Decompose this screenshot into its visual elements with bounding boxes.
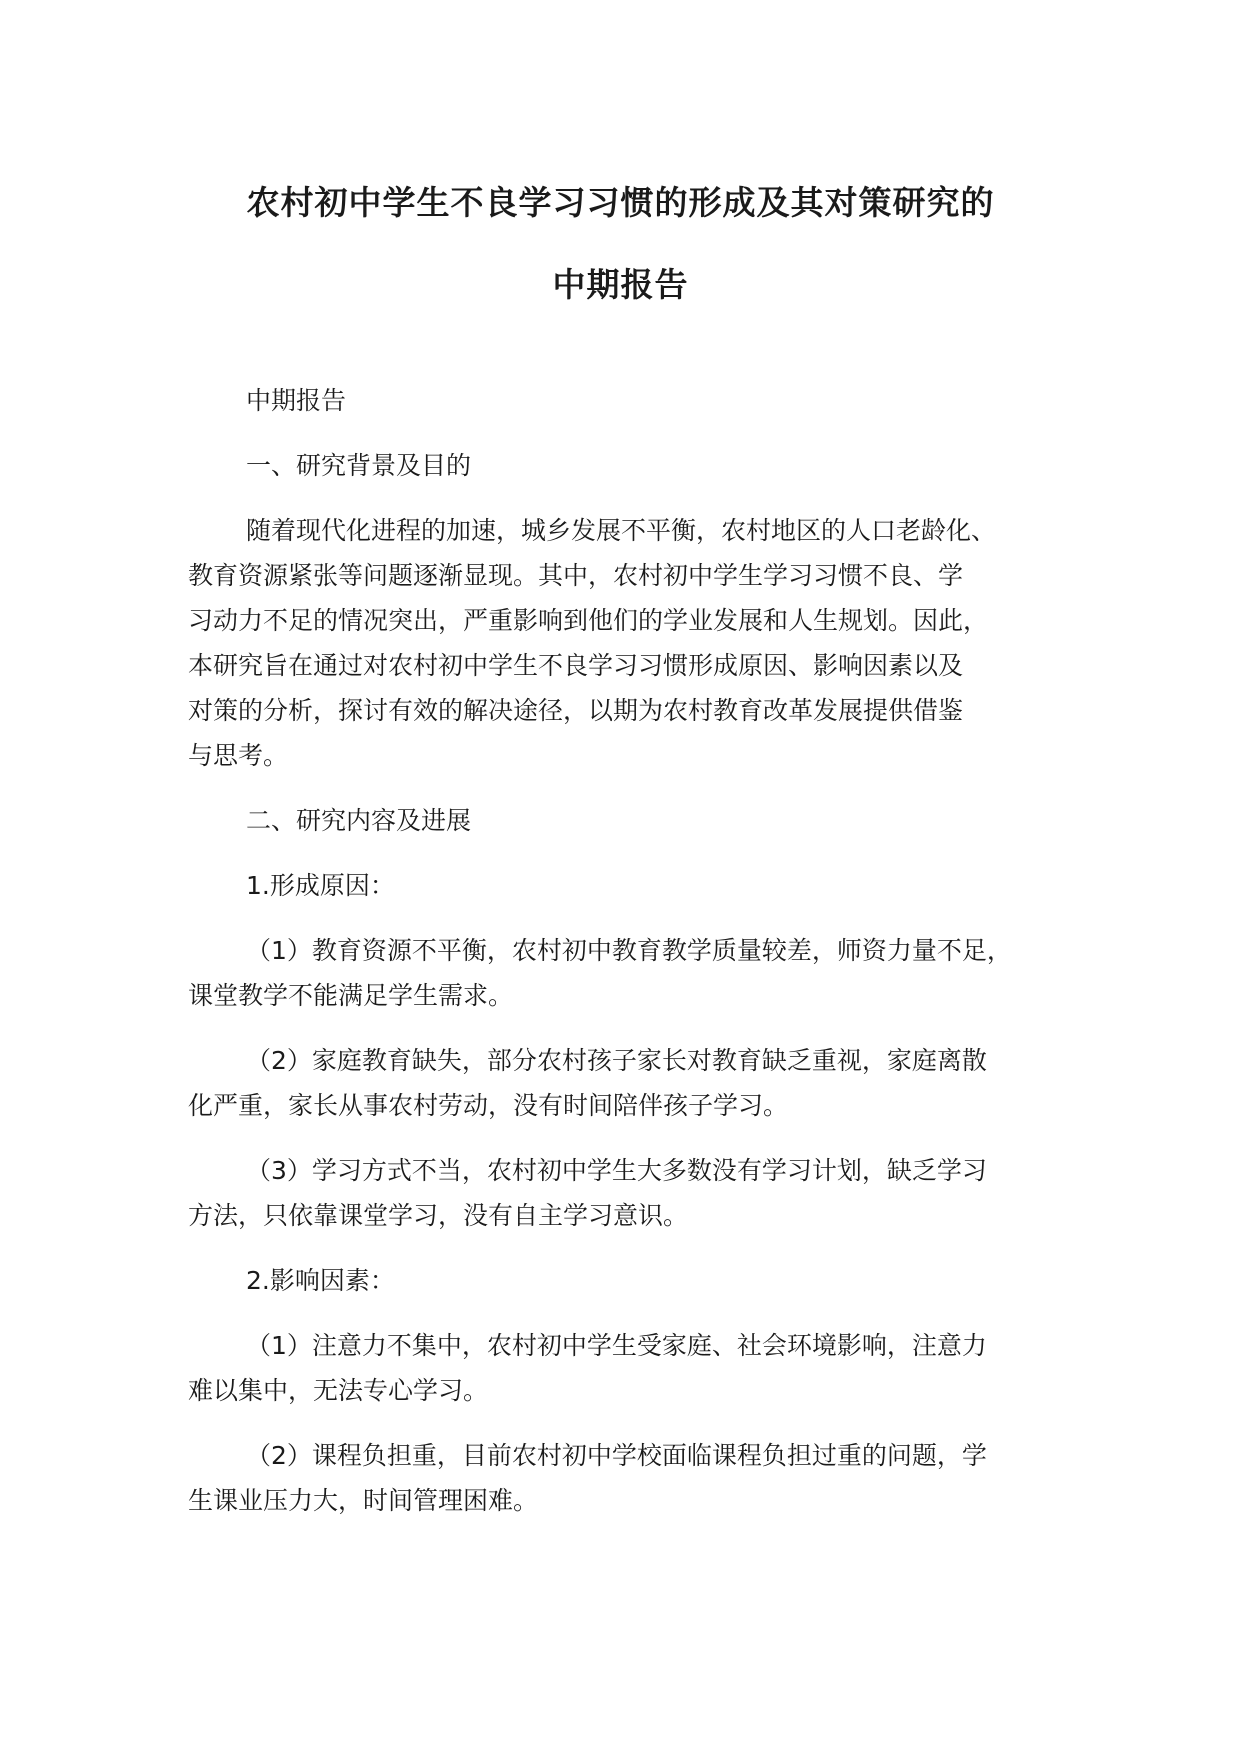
document-title-line-2: 中期报告	[552, 265, 689, 304]
text-line: 习动力不足的情况突出，严重影响到他们的学业发展和人生规划。因此，	[188, 606, 989, 635]
cause-item-3	[188, 1148, 1088, 1238]
text-line: 难以集中，无法专心学习。	[188, 1376, 489, 1405]
subheading-factors	[188, 1258, 1088, 1303]
text-line: （1）教育资源不平衡，农村初中教育教学质量较差，师资力量不足，	[246, 936, 1012, 965]
cause-item-2	[188, 1038, 1088, 1128]
text-line: 一、研究背景及目的	[246, 451, 472, 480]
text-line: （2）课程负担重，目前农村初中学校面临课程负担过重的问题，学	[246, 1441, 987, 1470]
cause-item-1	[188, 928, 1088, 1018]
text-line: 课堂教学不能满足学生需求。	[188, 981, 514, 1010]
factor-item-2	[188, 1433, 1088, 1523]
text-line: （1）注意力不集中，农村初中学生受家庭、社会环境影响，注意力	[246, 1331, 987, 1360]
factor-item-1	[188, 1323, 1088, 1413]
text-line: 本研究旨在通过对农村初中学生不良学习习惯形成原因、影响因素以及	[188, 651, 964, 680]
text-line: 与思考。	[188, 741, 289, 770]
document-title-line-1: 农村初中学生不良学习习惯的形成及其对策研究的	[246, 183, 995, 222]
text-line: 方法，只依靠课堂学习，没有自主学习意识。	[188, 1201, 689, 1230]
text-line: 教育资源紧张等问题逐渐显现。其中，农村初中学生学习习惯不良、学	[188, 561, 964, 590]
paragraph-background	[188, 508, 1088, 778]
section-heading-2	[188, 798, 1088, 843]
text-line: 生课业压力大，时间管理困难。	[188, 1486, 539, 1515]
text-line: 1.形成原因：	[246, 871, 395, 900]
text-line: 对策的分析，探讨有效的解决途径，以期为农村教育改革发展提供借鉴	[188, 696, 964, 725]
section-heading-1	[188, 443, 1088, 488]
text-line: 化严重，家长从事农村劳动，没有时间陪伴孩子学习。	[188, 1091, 789, 1120]
subheading-causes	[188, 863, 1088, 908]
paragraph-report-label	[188, 378, 1088, 423]
text-line: 二、研究内容及进展	[246, 806, 472, 835]
text-line: 2.影响因素：	[246, 1266, 395, 1295]
text-line: 随着现代化进程的加速，城乡发展不平衡，农村地区的人口老龄化、	[246, 516, 997, 545]
document-body	[188, 378, 1088, 1543]
text-line: 中期报告	[246, 386, 347, 415]
text-line: （2）家庭教育缺失，部分农村孩子家长对教育缺乏重视，家庭离散	[246, 1046, 987, 1075]
text-line: （3）学习方式不当，农村初中学生大多数没有学习计划，缺乏学习	[246, 1156, 987, 1185]
